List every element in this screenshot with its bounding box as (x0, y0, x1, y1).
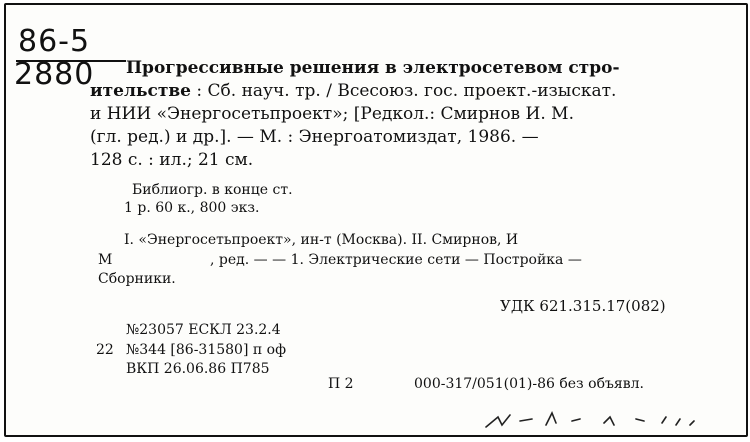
entry-line-1 (90, 57, 696, 80)
entry-title-lead: Прогрессивные решения в электросетевом стро- (126, 58, 620, 78)
price-note: 1 р. 60 к., 800 экз. (124, 200, 260, 216)
bibliographic-entry (90, 57, 696, 172)
tracing-line-3: Сборники. (98, 271, 176, 287)
registry-line-3: ВКП 26.06.86 П785 (126, 361, 270, 377)
entry-line-5: 128 с. : ил.; 21 см. (90, 150, 254, 170)
entry-line-3: и НИИ «Энергосетьпроект»; [Редкол.: Смирнов И. М. (90, 104, 574, 124)
shelf-mark-line2: 2880 (14, 57, 95, 92)
udk-code: УДК 621.315.17(082) (500, 297, 666, 315)
pencil-scribble (476, 407, 706, 433)
entry-line-2 (90, 80, 696, 103)
entry-title-tail: ительстве (90, 81, 191, 101)
registry-line-1: №23057 ЕСКЛ 23.2.4 (126, 322, 281, 338)
tracing-line-2b: , ред. — — 1. Электрические сети — Постройка — (210, 252, 582, 268)
shelf-mark-line1: 86-5 (18, 24, 91, 59)
bibliography-note: Библиогр. в конце ст. (132, 182, 293, 198)
registry-number: 22 (96, 342, 114, 358)
index-prefix: П 2 (328, 376, 354, 392)
entry-subtitle: : Сб. науч. тр. / Всесоюз. гос. проект.-изыскат. (196, 81, 617, 101)
tracing-line-2a: М (98, 252, 113, 268)
entry-line-4: (гл. ред.) и др.]. — М. : Энергоатомиздат, 1986. — (90, 127, 539, 147)
index-code: 000-317/051(01)-86 без объявл. (414, 376, 644, 392)
tracing-line-1: I. «Энергосетьпроект», ин-т (Москва). II. Смирнов, И (124, 232, 519, 248)
registry-line-2: №344 [86-31580] п оф (126, 342, 287, 358)
catalog-card (4, 3, 748, 437)
